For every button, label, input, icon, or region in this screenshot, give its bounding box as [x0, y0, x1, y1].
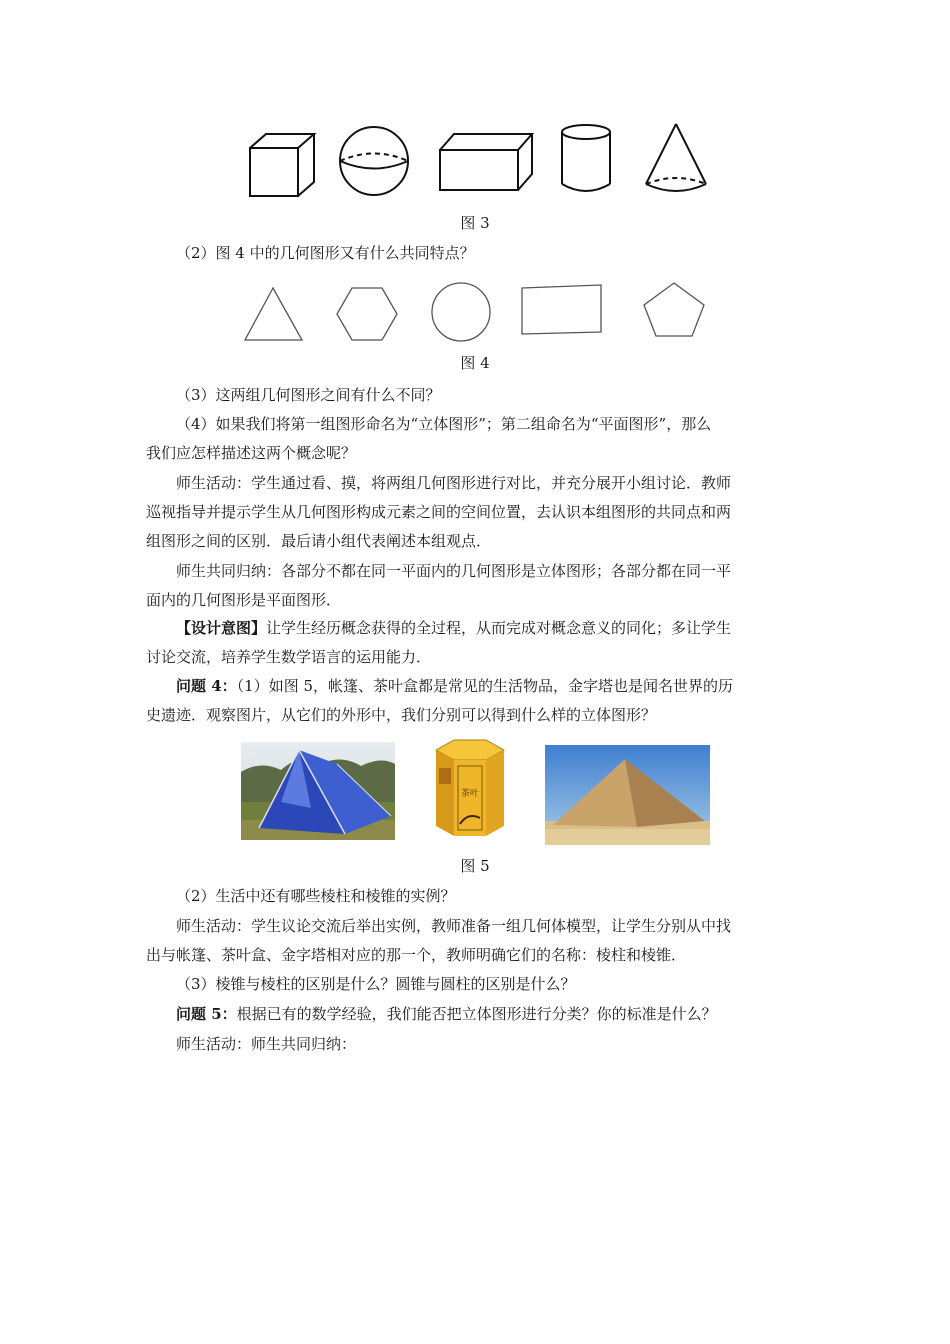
question-4-line-2: 我们应怎样描述这两个概念呢？ [146, 444, 357, 462]
figure-4-caption: 图 4 [460, 354, 490, 372]
cylinder-shape [562, 125, 610, 191]
question-4-line-1: （4）如果我们将第一组图形命名为“立体图形”；第二组命名为“平面图形”，那么 [176, 415, 712, 433]
problem-5-text: 根据已有的数学经验，我们能否把立体图形进行分类？你的标准是什么？ [236, 1005, 717, 1023]
hexagon-shape [337, 288, 397, 340]
activity-1-line-2: 巡视指导并提示学生从几何图形构成元素之间的空间位置，去认识本组图形的共同点和两 [146, 503, 732, 521]
circle-shape [432, 283, 490, 341]
teacher-student-activity-3: 师生活动：师生共同归纳： [176, 1035, 357, 1053]
activity-1-line-3: 组图形之间的区别．最后请小组代表阐述本组观点． [146, 532, 492, 550]
activity-2-line-2: 出与帐篷、茶叶盒、金字塔相对应的那一个，教师明确它们的名称：棱柱和棱锥． [146, 946, 687, 964]
sphere-shape [340, 127, 408, 195]
figure-3-caption: 图 3 [460, 214, 490, 232]
summary-1-line-1: 师生共同归纳：各部分不都在同一平面内的几何图形是立体图形；各部分都在同一平 [176, 562, 732, 580]
question-2: （2）图 4 中的几何图形又有什么共同特点？ [176, 244, 475, 262]
tent-photo [241, 742, 395, 840]
design-intent-line-2: 讨论交流，培养学生数学语言的运用能力． [146, 648, 432, 666]
rectangle-shape [522, 285, 601, 334]
figure-4-plane-shapes [240, 280, 720, 346]
design-intent-line-1: 让学生经历概念获得的全过程，从而完成对概念意义的同化；多让学生 [266, 619, 732, 637]
problem-4-line-2: 史遗迹．观察图片，从它们的外形中，我们分别可以得到什么样的立体图形？ [146, 706, 657, 724]
summary-1 [146, 557, 810, 615]
summary-1-line-2: 面内的几何图形是平面图形． [146, 591, 342, 609]
problem-4-line-1: （1）如图 5，帐篷、茶叶盒都是常见的生活物品，金字塔也是闻名世界的历 [236, 677, 734, 695]
tea-box-photo [430, 738, 510, 840]
problem-4-label: 问题 4： [176, 677, 237, 695]
question-2b: （2）生活中还有哪些棱柱和棱锥的实例？ [176, 887, 456, 905]
design-intent [146, 614, 810, 672]
problem-5 [146, 1000, 810, 1029]
question-3: （3）这两组几何图形之间有什么不同？ [176, 386, 441, 404]
design-intent-label: 【设计意图】 [176, 619, 267, 637]
problem-4 [146, 672, 810, 730]
question-4 [146, 410, 810, 468]
cube-shape [250, 134, 314, 196]
activity-1-line-1: 师生活动：学生通过看、摸，将两组几何图形进行对比，并充分展开小组讨论．教师 [176, 474, 732, 492]
question-3b: （3）棱锥与棱柱的区别是什么？圆锥与圆柱的区别是什么？ [176, 975, 576, 993]
pentagon-shape [644, 283, 704, 336]
figure-3-solids [240, 118, 720, 202]
cuboid-shape [440, 134, 532, 190]
activity-2-line-1: 师生活动：学生议论交流后举出实例，教师准备一组几何体模型，让学生分别从中找 [176, 917, 732, 935]
tea-box-text: 茶叶 [460, 789, 480, 799]
triangle-shape [245, 288, 302, 340]
pyramid-photo [545, 745, 710, 845]
figure-5-caption: 图 5 [460, 857, 490, 875]
teacher-student-activity-1 [146, 469, 810, 556]
problem-5-label: 问题 5： [176, 1005, 237, 1023]
cone-shape [646, 124, 706, 191]
teacher-student-activity-2 [146, 912, 810, 970]
